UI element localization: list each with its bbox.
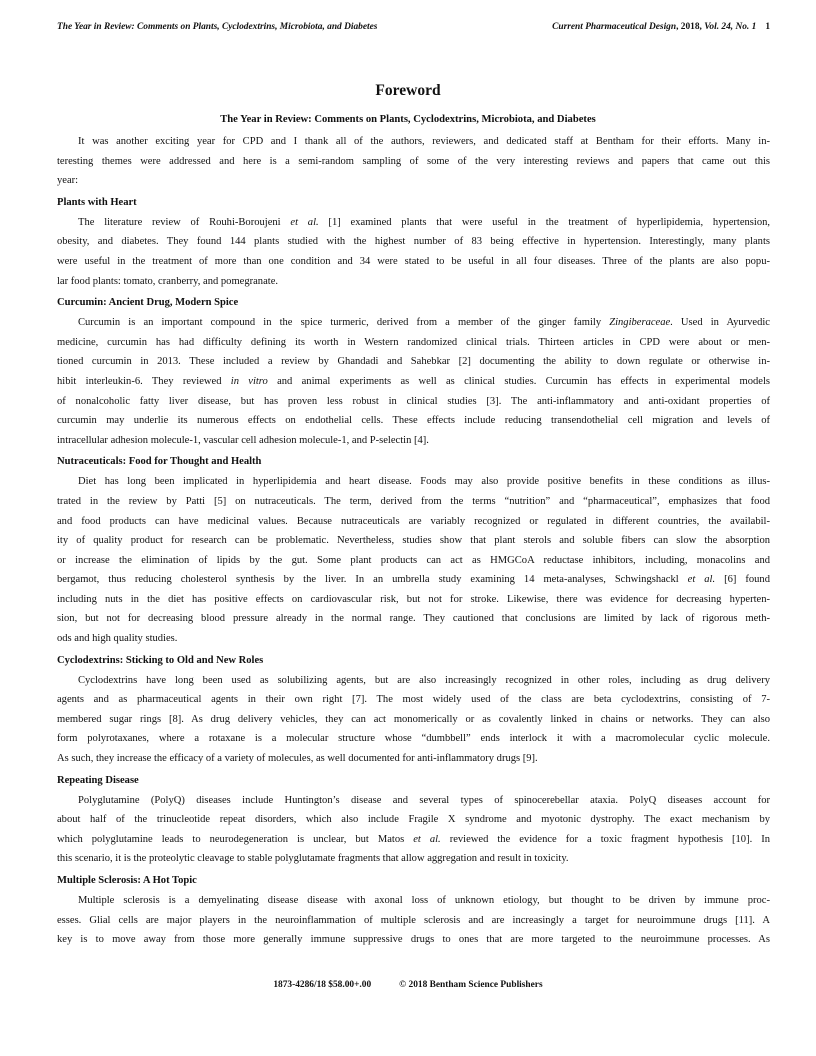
text-line	[57, 729, 770, 749]
text-line	[57, 810, 770, 830]
text-run: and animal experiments as well as clinical studies. Curcumin has effects in experimental models	[267, 375, 770, 387]
text-run: lar food plants: tomato, cranberry, and pomegranate.	[57, 275, 279, 287]
text-run: this scenario, it is the proteolytic cleavage to stable polyglutamate fragments that allow aggregation and result in toxicity.	[57, 853, 569, 865]
text-run: reviewed the evidence for a toxic fragment hypothesis [10]. In	[440, 833, 771, 845]
section-heading: Nutraceuticals: Food for Thought and Health	[57, 456, 262, 468]
paragraph	[57, 213, 770, 291]
running-header	[57, 22, 770, 32]
text-run: curcumin may underlie its numerous effects on endothelial cells. These effects include reducing transendothelial cell migration and levels of	[57, 415, 770, 427]
paragraph	[57, 671, 770, 769]
text-run: hibit interleukin-6. They reviewed	[57, 375, 231, 387]
text-run: of nonalcoholic fatty liver disease, but has proven less robust in clinical studies [3]. The anti-inflammatory and anti-oxidant properties of	[57, 395, 770, 407]
text-run: bergamot, thus reducing cholesterol synthesis by the liver. In an umbrella study examining 14 meta-analyses, Schwingshackl	[57, 574, 688, 586]
text-run: Multiple sclerosis is a demyelinating disease disease with axonal loss of unknown etiology, but thought to be driven by immune proc-	[78, 895, 770, 906]
text-run: intracellular adhesion molecule-1, vascular cell adhesion molecule-1, and P-selectin [4].	[57, 434, 429, 446]
text-line	[57, 590, 770, 610]
text-run: teresting themes were addressed and here is a semi-random sampling of some of the very interesting reviews and papers that came out this	[57, 155, 770, 167]
text-line	[57, 749, 770, 769]
text-line	[57, 512, 770, 532]
text-run: trated in the review by Patti [5] on nutraceuticals. The term, derived from the terms “nutrition” and “pharmaceutical”, emphasizes that food	[57, 495, 770, 507]
text-run: key is to move away from those more generally immune suppressive drugs to ones that are more targeted to the neuroimmune processes. As	[57, 934, 770, 946]
text-line	[57, 372, 770, 392]
paragraph	[57, 791, 770, 869]
text-line	[57, 609, 770, 629]
text-run: membered sugar rings [8]. As drug delivery vehicles, they can act monomerically or as covalently linked in chains or networks. They can also	[57, 713, 770, 725]
text-line	[57, 629, 770, 649]
text-run: It was another exciting year for CPD and I thank all of the authors, reviewers, and dedicated staff at Bentham for their efforts. Many in-	[78, 136, 770, 147]
paragraph	[57, 313, 770, 450]
italic-text: et al.	[290, 216, 319, 228]
journal-volume: Vol. 24, No. 1	[704, 22, 757, 32]
section-heading: Multiple Sclerosis: A Hot Topic	[57, 875, 197, 886]
section-heading: Repeating Disease	[57, 774, 139, 786]
running-title: The Year in Review: Comments on Plants, Cyclodextrins, Microbiota, and Diabetes	[57, 22, 378, 32]
text-run: [1] examined plants that were useful in the treatment of hyperlipidemia, hypertension,	[318, 216, 771, 228]
text-line	[57, 313, 770, 333]
article-body	[57, 132, 770, 950]
page-title: Foreword	[375, 82, 441, 99]
text-run: which polyglutamine leads to neurodegeneration is unclear, but Matos	[57, 833, 414, 845]
text-line	[57, 392, 770, 412]
text-line	[57, 431, 770, 451]
text-line	[57, 849, 770, 869]
text-run: about half of the trinucleotide repeat disorders, which also include Fragile X syndrome and myotonic dystrophy. The exact mechanism by	[57, 814, 770, 826]
text-line	[57, 690, 770, 710]
text-line	[57, 272, 770, 292]
text-run: . Used in Ayurvedic	[670, 317, 770, 329]
text-run: Cyclodextrins have long been used as solubilizing agents, but are also increasingly recognized in other roles, including as drug delivery	[78, 674, 770, 686]
journal-year: , 2018,	[676, 22, 705, 32]
section-heading: Cyclodextrins: Sticking to Old and New Roles	[57, 654, 264, 666]
text-line	[57, 551, 770, 571]
text-line	[57, 570, 770, 590]
text-line	[57, 352, 770, 372]
text-run: agents and as pharmaceutical agents in their own right [7]. The most widely used of the class are beta cyclodextrins, consisting of 7-	[57, 694, 770, 706]
text-line	[57, 492, 770, 512]
text-line	[57, 531, 770, 551]
text-run: or increase the elimination of lipids by the gut. Some plant products can act as HMGCoA reductase inhibitors, including, monacolins and	[57, 554, 770, 566]
text-line	[57, 152, 770, 172]
text-line	[57, 930, 770, 950]
section-heading: Curcumin: Ancient Drug, Modern Spice	[57, 297, 239, 309]
text-run: As such, they increase the efficacy of a variety of molecules, as well documented for anti-inflammatory drugs [9].	[57, 753, 538, 765]
text-line	[57, 411, 770, 431]
paragraph	[57, 891, 770, 950]
italic-text: et al.	[687, 574, 716, 586]
text-run: form polyrotaxanes, where a rotaxane is a molecular structure whose “dumbbell” ends interlock it with a macromolecular cyclic molecule.	[57, 733, 770, 745]
text-line	[57, 911, 770, 931]
text-line	[57, 472, 770, 492]
text-run: and food products can have medicinal values. Because nutraceuticals are variably recognized or regulated in different countries, the availabil-	[57, 515, 770, 527]
article-subtitle: The Year in Review: Comments on Plants, Cyclodextrins, Microbiota, and Diabetes	[220, 114, 596, 125]
page-number: 1	[765, 22, 770, 32]
text-line	[57, 830, 770, 850]
text-line	[57, 232, 770, 252]
page-footer	[0, 980, 816, 990]
text-line	[57, 213, 770, 233]
text-run: medicine, curcumin has had difficulty defining its worth in Western randomized clinical trials. Thirteen articles in CPD were about or men-	[57, 336, 770, 348]
text-run: [6] found	[715, 574, 770, 586]
paragraph	[57, 472, 770, 648]
italic-text: in vitro	[230, 375, 268, 387]
text-run: ity of quality product for research can be problematic. Nevertheless, studies show that plant sterols and soluble fibers can slow the absorption	[57, 535, 770, 547]
text-run: were useful in the treatment of more than one condition and 34 were stated to be useful in all four diseases. Three of the plants are also popu-	[57, 255, 770, 267]
text-line	[57, 891, 770, 911]
text-run: Curcumin is an important compound in the spice turmeric, derived from a member of the ginger family	[78, 317, 610, 329]
section-heading: Plants with Heart	[57, 196, 137, 208]
text-line	[57, 252, 770, 272]
issn-price: 1873-4286/18 $58.00+.00	[273, 980, 372, 990]
text-line	[57, 333, 770, 353]
text-run: sion, but not for decreasing blood pressure already in the normal range. They cautioned that conclusions are limited by lack of rigorous meth-	[57, 613, 770, 625]
text-run: esses. Glial cells are major players in the neuroinflammation of multiple sclerosis and are increasingly a target for neuroimmune drugs [11]. A	[57, 914, 770, 926]
paragraph	[57, 132, 770, 191]
italic-text: Zingiberaceae	[609, 317, 671, 329]
text-run: tioned curcumin in 2013. These included a review by Ghandadi and Sahebkar [2] documenting the ability to down regulate or otherwise in-	[57, 356, 770, 368]
text-line	[57, 132, 770, 152]
text-run: obesity, and diabetes. They found 144 plants studied with the highest number of 83 being effective in hypertension. Interestingly, many plants	[57, 236, 770, 248]
text-run: year:	[57, 175, 79, 187]
text-line	[57, 171, 770, 191]
italic-text: et al.	[413, 833, 441, 845]
journal-citation	[552, 22, 770, 32]
journal-name: Current Pharmaceutical Design	[552, 22, 677, 32]
text-line	[57, 791, 770, 811]
text-line	[57, 710, 770, 730]
text-run: The literature review of Rouhi-Boroujeni	[78, 216, 291, 228]
text-run: Diet has long been implicated in hyperlipidemia and heart disease. Foods may also provide positive benefits in these conditions as illus-	[78, 476, 770, 488]
text-line	[57, 671, 770, 691]
text-run: Polyglutamine (PolyQ) diseases include Huntington’s disease and several types of spinocerebellar ataxia. PolyQ diseases account for	[78, 794, 770, 806]
copyright: © 2018 Bentham Science Publishers	[399, 980, 543, 990]
text-run: including nuts in the diet has positive effects on cardiovascular risk, but not for stroke. Likewise, there was evidence for decreasing hyperten-	[57, 593, 770, 605]
text-run: ods and high quality studies.	[57, 633, 178, 645]
